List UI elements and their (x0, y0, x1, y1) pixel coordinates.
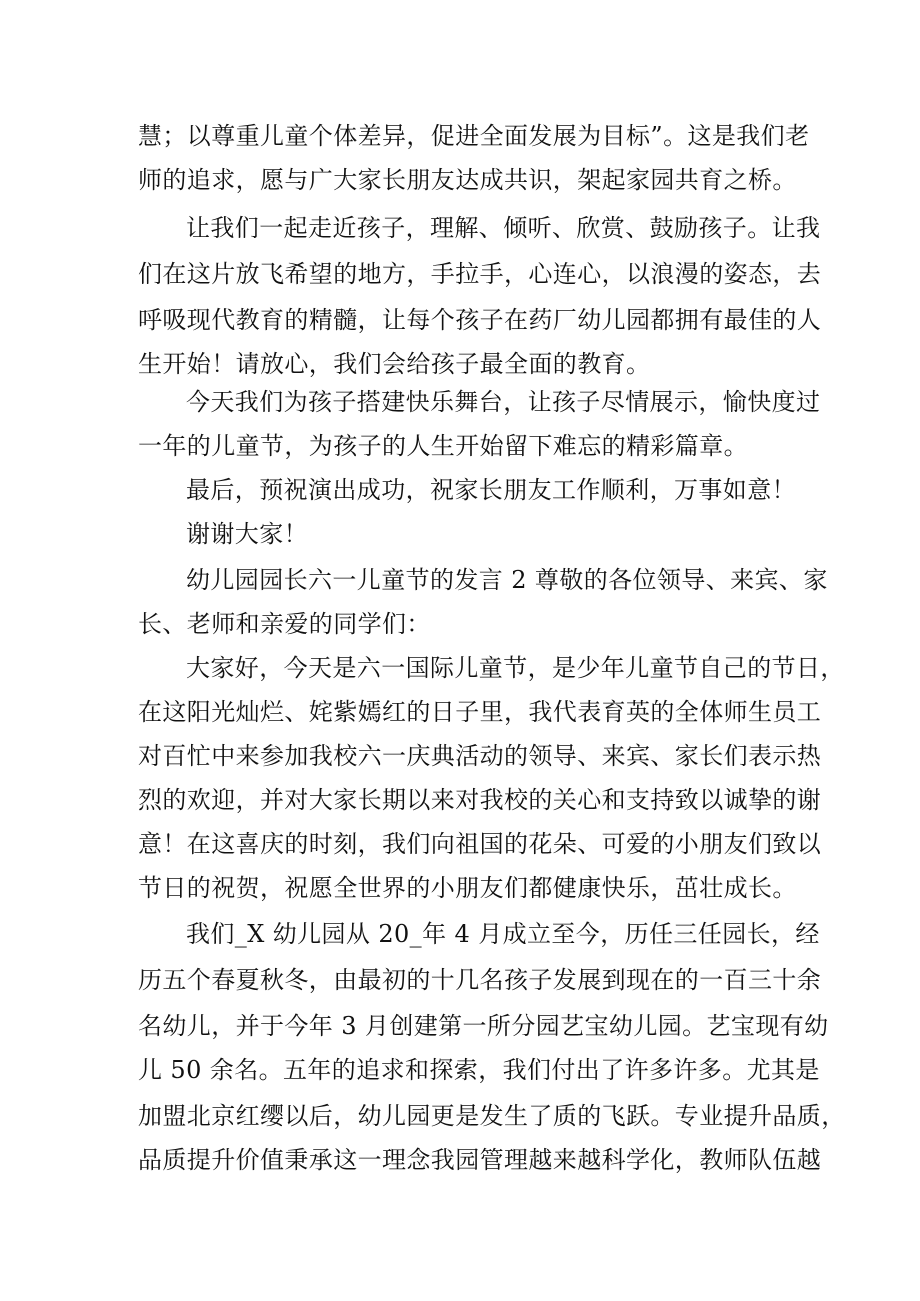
text-line: 师的追求，愿与广大家长朋友达成共识，架起家园共育之桥。 (138, 166, 797, 194)
text-line: 们在这片放飞希望的地方，手拉手，心连心，以浪漫的姿态，去 (138, 260, 822, 288)
text-line: 历五个春夏秋冬，由最初的十几名孩子发展到现在的一百三十余 (138, 966, 822, 994)
text-line: 今天我们为孩子搭建快乐舞台，让孩子尽情展示，愉快度过 (186, 388, 821, 416)
text-line: 名幼儿，并于今年 3 月创建第一所分园艺宝幼儿园。艺宝现有幼 (138, 1012, 829, 1040)
text-line: 生开始！请放心，我们会给孩子最全面的教育。 (138, 350, 651, 378)
text-line: 烈的欢迎，并对大家长期以来对我校的关心和支持致以诚挚的谢 (138, 786, 822, 814)
text-line: 儿 50 余名。五年的追求和探索，我们付出了许多许多。尤其是 (138, 1056, 820, 1084)
text-line: 节日的祝贺，祝愿全世界的小朋友们都健康快乐，茁壮成长。 (138, 874, 797, 902)
text-line: 谢谢大家！ (186, 520, 308, 548)
text-line: 最后，预祝演出成功，祝家长朋友工作顺利，万事如意！ (186, 476, 796, 504)
text-line: 幼儿园园长六一儿童节的发言 2 尊敬的各位领导、来宾、家 (186, 566, 828, 594)
text-line: 慧；以尊重儿童个体差异，促进全面发展为目标”。这是我们老 (138, 122, 810, 150)
text-line: 意！在这喜庆的时刻，我们向祖国的花朵、可爱的小朋友们致以 (138, 830, 822, 858)
text-line: 呼吸现代教育的精髓，让每个孩子在药厂幼儿园都拥有最佳的人 (138, 306, 822, 334)
text-line: 大家好，今天是六一国际儿童节，是少年儿童节自己的节日， (186, 654, 845, 682)
text-line: 对百忙中来参加我校六一庆典活动的领导、来宾、家长们表示热 (138, 742, 822, 770)
text-line: 加盟北京红缨以后，幼儿园更是发生了质的飞跃。专业提升品质， (138, 1102, 846, 1130)
text-line: 让我们一起走近孩子，理解、倾听、欣赏、鼓励孩子。让我 (186, 214, 821, 242)
text-line: 一年的儿童节，为孩子的人生开始留下难忘的精彩篇章。 (138, 432, 748, 460)
text-line: 在这阳光灿烂、姹紫嫣红的日子里，我代表育英的全体师生员工 (138, 698, 822, 726)
text-line: 我们_X 幼儿园从 20_年 4 月成立至今，历任三任园长，经 (186, 920, 820, 948)
text-line: 长、老师和亲爱的同学们： (138, 610, 431, 638)
text-line: 品质提升价值秉承这一理念我园管理越来越科学化，教师队伍越 (138, 1146, 822, 1174)
